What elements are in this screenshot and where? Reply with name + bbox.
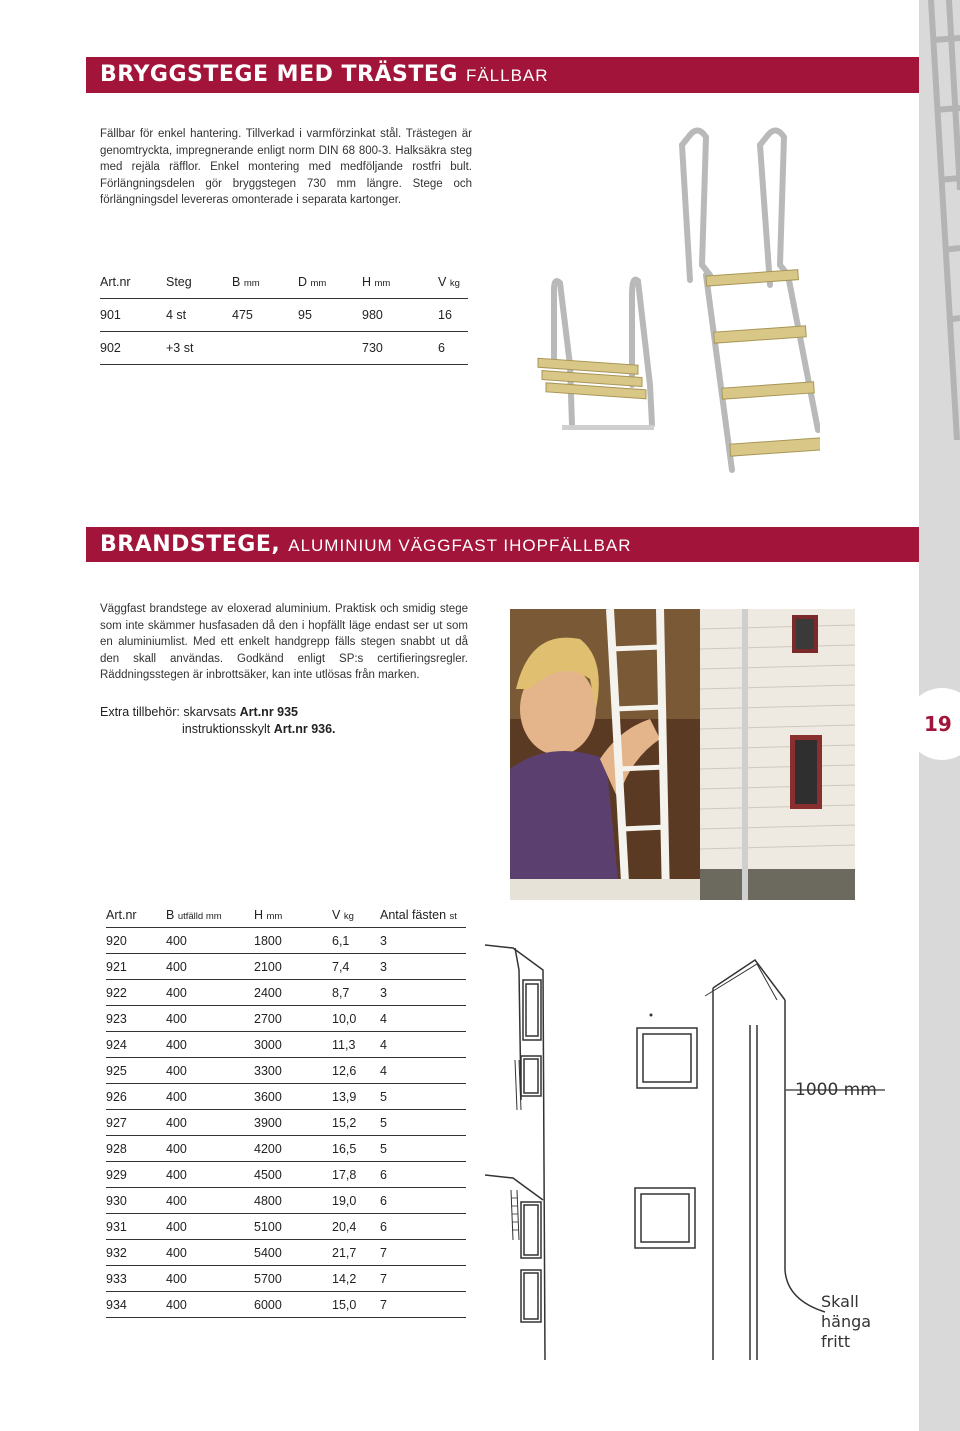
- accessory-art-number: Art.nr 935: [239, 705, 299, 719]
- table-cell: 6: [380, 1214, 466, 1240]
- table-row: [106, 1006, 466, 1032]
- column-header: B utfälld mm: [166, 902, 254, 928]
- installation-diagram: [485, 940, 915, 1360]
- accessories-label: Extra tillbehör:: [100, 705, 180, 719]
- table-cell: 4: [380, 1006, 466, 1032]
- table-cell: 4: [380, 1032, 466, 1058]
- table-cell: [232, 332, 298, 365]
- table-cell: 3: [380, 980, 466, 1006]
- table-cell: 6: [380, 1162, 466, 1188]
- table-cell: 931: [106, 1214, 166, 1240]
- table-cell: 400: [166, 1058, 254, 1084]
- column-header: V kg: [438, 266, 468, 299]
- table-cell: +3 st: [166, 332, 232, 365]
- product-description: Fällbar för enkel hantering. Tillverkad i varmförzinkat stål. Trästegen är genomtryckta, impregnerande enligt norm DIN 68 800-3. Halksäkra steg med rejäla räfflor. Enkel montering med medföljande rostfri bult. Förlängningsdelen gör bryggstegen 730 mm längre. Stege och förlängningsdel levereras omonterade i separata kartonger.: [100, 128, 472, 207]
- table-cell: 2100: [254, 954, 332, 980]
- table-cell: 400: [166, 1032, 254, 1058]
- table-row: [106, 1032, 466, 1058]
- table-row: [106, 980, 466, 1006]
- table-cell: 7: [380, 1240, 466, 1266]
- page-number-badge: [906, 688, 960, 760]
- table-cell: 3: [380, 954, 466, 980]
- table-cell: 5: [380, 1136, 466, 1162]
- table-cell: 928: [106, 1136, 166, 1162]
- column-header: V kg: [332, 902, 380, 928]
- table-cell: 400: [166, 980, 254, 1006]
- table-cell: [298, 332, 362, 365]
- section-subtitle: ALUMINIUM VÄGGFAST IHOPFÄLLBAR: [288, 536, 632, 555]
- table-cell: 400: [166, 1188, 254, 1214]
- house-photo: [510, 609, 855, 900]
- table-cell: 400: [166, 1214, 254, 1240]
- table-row: [106, 1162, 466, 1188]
- table-cell: 921: [106, 954, 166, 980]
- table-cell: 934: [106, 1292, 166, 1318]
- table-cell: 5100: [254, 1214, 332, 1240]
- table-cell: 400: [166, 1292, 254, 1318]
- section-subtitle: FÄLLBAR: [465, 66, 549, 85]
- table-cell: 6: [438, 332, 468, 365]
- table-cell: 3300: [254, 1058, 332, 1084]
- dimension-label: 1000 mm: [795, 1080, 877, 1100]
- column-header: H mm: [254, 902, 332, 928]
- table-cell: 730: [362, 332, 438, 365]
- table-cell: 5700: [254, 1266, 332, 1292]
- table-cell: 932: [106, 1240, 166, 1266]
- table-row: [106, 1136, 466, 1162]
- table-cell: 15,2: [332, 1110, 380, 1136]
- table-cell: 11,3: [332, 1032, 380, 1058]
- table-cell: 95: [298, 299, 362, 332]
- table-cell: 930: [106, 1188, 166, 1214]
- page-number: 19: [924, 712, 952, 736]
- table-cell: 6000: [254, 1292, 332, 1318]
- column-header: B mm: [232, 266, 298, 299]
- table-cell: 400: [166, 1266, 254, 1292]
- table-cell: 14,2: [332, 1266, 380, 1292]
- table-row: [106, 1266, 466, 1292]
- table-cell: 7: [380, 1266, 466, 1292]
- table-cell: 17,8: [332, 1162, 380, 1188]
- table-cell: 400: [166, 1136, 254, 1162]
- table-cell: 8,7: [332, 980, 380, 1006]
- table-cell: 400: [166, 1084, 254, 1110]
- table-cell: 475: [232, 299, 298, 332]
- table-cell: 2400: [254, 980, 332, 1006]
- table-cell: 4 st: [166, 299, 232, 332]
- section-title: BRANDSTEGE,: [100, 532, 281, 557]
- table-cell: 5400: [254, 1240, 332, 1266]
- table-cell: 4200: [254, 1136, 332, 1162]
- column-header: Art.nr: [106, 902, 166, 928]
- table-cell: 902: [100, 332, 166, 365]
- column-header: Antal fästen st: [380, 902, 466, 928]
- table-row: [106, 1188, 466, 1214]
- section-title: BRYGGSTEGE MED TRÄSTEG: [100, 62, 458, 87]
- table-cell: 923: [106, 1006, 166, 1032]
- table-cell: 927: [106, 1110, 166, 1136]
- spec-table-bryggstege: [100, 266, 468, 365]
- table-cell: 5: [380, 1084, 466, 1110]
- table-row: [106, 928, 466, 954]
- table-row: [106, 1240, 466, 1266]
- table-cell: 16: [438, 299, 468, 332]
- table-cell: 5: [380, 1110, 466, 1136]
- table-cell: 12,6: [332, 1058, 380, 1084]
- table-cell: 3: [380, 928, 466, 954]
- note-line: fritt: [821, 1332, 851, 1351]
- table-cell: 901: [100, 299, 166, 332]
- note-line: Skall: [821, 1292, 859, 1311]
- table-cell: 16,5: [332, 1136, 380, 1162]
- table-row: [106, 1110, 466, 1136]
- table-cell: 13,9: [332, 1084, 380, 1110]
- column-header: Steg: [166, 266, 232, 299]
- table-cell: 400: [166, 1110, 254, 1136]
- table-cell: 6,1: [332, 928, 380, 954]
- table-cell: 19,0: [332, 1188, 380, 1214]
- table-row: [106, 1214, 466, 1240]
- table-cell: 7,4: [332, 954, 380, 980]
- table-cell: 400: [166, 954, 254, 980]
- table-cell: 15,0: [332, 1292, 380, 1318]
- table-row: [106, 1084, 466, 1110]
- table-cell: 7: [380, 1292, 466, 1318]
- table-cell: 1800: [254, 928, 332, 954]
- table-cell: 3000: [254, 1032, 332, 1058]
- table-cell: 400: [166, 1240, 254, 1266]
- table-row: [106, 954, 466, 980]
- table-cell: 10,0: [332, 1006, 380, 1032]
- section-banner-bryggstege: [86, 57, 919, 93]
- table-cell: 920: [106, 928, 166, 954]
- table-row: [100, 299, 468, 332]
- table-cell: 6: [380, 1188, 466, 1214]
- table-cell: 400: [166, 928, 254, 954]
- column-header: D mm: [298, 266, 362, 299]
- table-cell: 4500: [254, 1162, 332, 1188]
- table-cell: 3900: [254, 1110, 332, 1136]
- table-cell: 3600: [254, 1084, 332, 1110]
- column-header: Art.nr: [100, 266, 166, 299]
- table-cell: 21,7: [332, 1240, 380, 1266]
- table-cell: 922: [106, 980, 166, 1006]
- table-cell: 2700: [254, 1006, 332, 1032]
- spec-table-brandstege: [106, 902, 466, 1318]
- table-cell: 4800: [254, 1188, 332, 1214]
- table-cell: 933: [106, 1266, 166, 1292]
- table-cell: 924: [106, 1032, 166, 1058]
- table-cell: 20,4: [332, 1214, 380, 1240]
- accessory-art-number: Art.nr 936.: [273, 722, 336, 736]
- table-cell: 925: [106, 1058, 166, 1084]
- section-banner-brandstege: [86, 527, 919, 562]
- bryggstege-product-image: [520, 125, 820, 485]
- accessories: Extra tillbehör: skarvsats Art.nr 935 instruktionsskylt Art.nr 936.: [100, 705, 336, 736]
- table-cell: 400: [166, 1006, 254, 1032]
- table-cell: 400: [166, 1162, 254, 1188]
- column-header: H mm: [362, 266, 438, 299]
- table-cell: 926: [106, 1084, 166, 1110]
- table-row: [106, 1058, 466, 1084]
- table-cell: 980: [362, 299, 438, 332]
- table-row: [100, 332, 468, 365]
- note-line: hänga: [821, 1312, 872, 1331]
- product-description: Väggfast brandstege av eloxerad aluminium. Praktisk och smidig stege som inte skämmer husfasaden då den i hopfällt läge endast ser ut som en aluminiumlist. Med ett enkelt handgrepp fälls stegen snabbt ut då den skall användas. Godkänd enligt SP:s certifieringsregler. Räddningsstegen är inbrottsäker, kan inte utlösas från marken.: [100, 603, 468, 682]
- table-cell: 4: [380, 1058, 466, 1084]
- table-cell: 929: [106, 1162, 166, 1188]
- table-row: [106, 1292, 466, 1318]
